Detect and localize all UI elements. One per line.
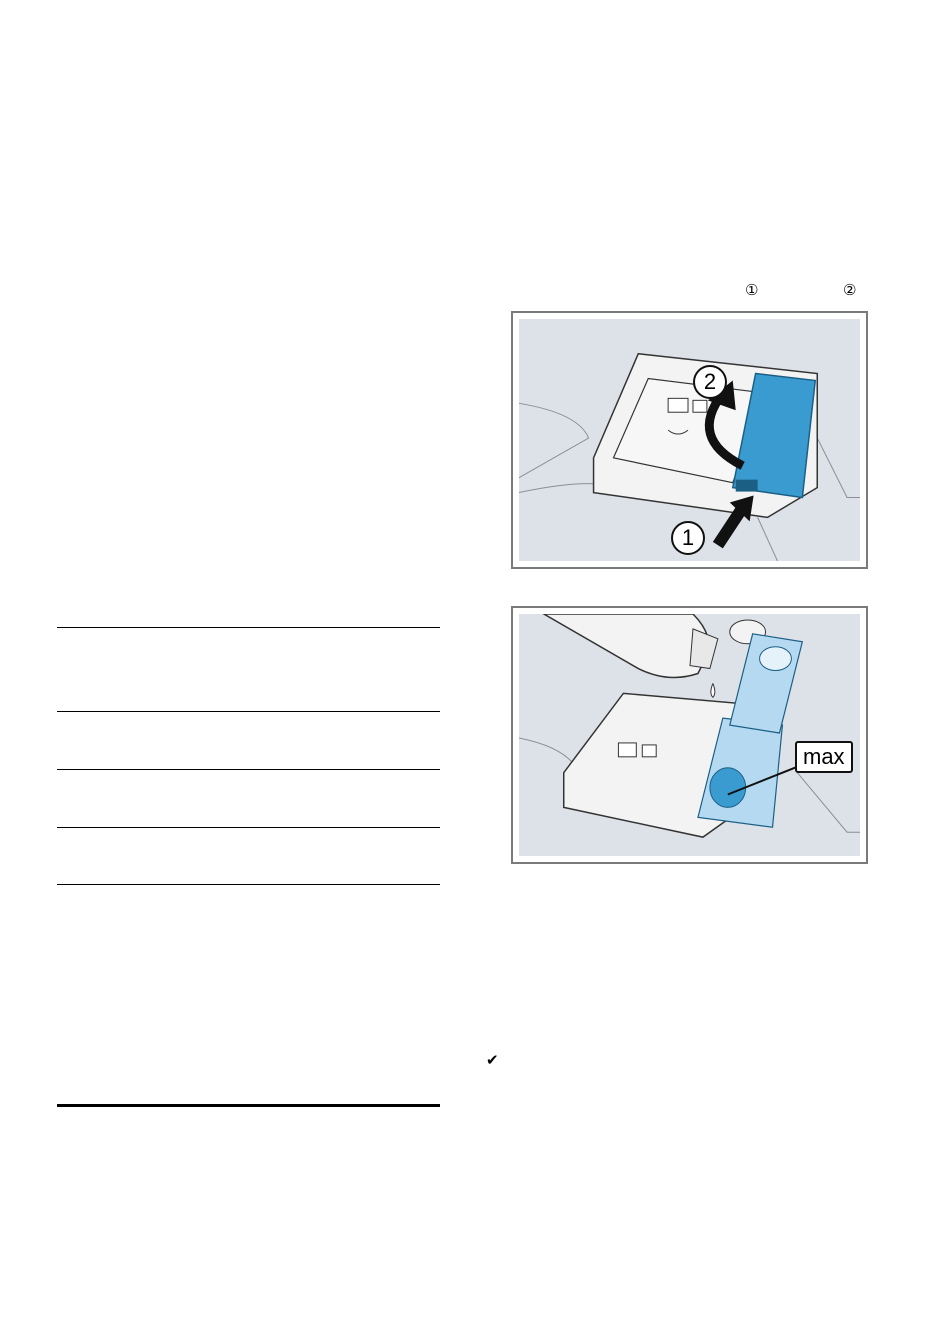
table-rule-bottom (57, 884, 440, 885)
step-marker-1: ① (745, 281, 759, 299)
check-icon: ✔ (486, 1051, 499, 1069)
callout-1: 1 (671, 521, 705, 555)
figure-fill-rinse-aid (511, 606, 868, 864)
section-end-rule (57, 1104, 440, 1107)
table-rule-3 (57, 827, 440, 828)
max-level-label: max (795, 741, 853, 773)
table-rule-2 (57, 769, 440, 770)
figure-open-rinse-aid-lid (511, 311, 868, 569)
dispenser-illustration-2 (519, 614, 860, 856)
table-rule-top (57, 627, 440, 628)
table-rule-1 (57, 711, 440, 712)
callout-2: 2 (693, 365, 727, 399)
step-marker-2: ② (843, 281, 857, 299)
